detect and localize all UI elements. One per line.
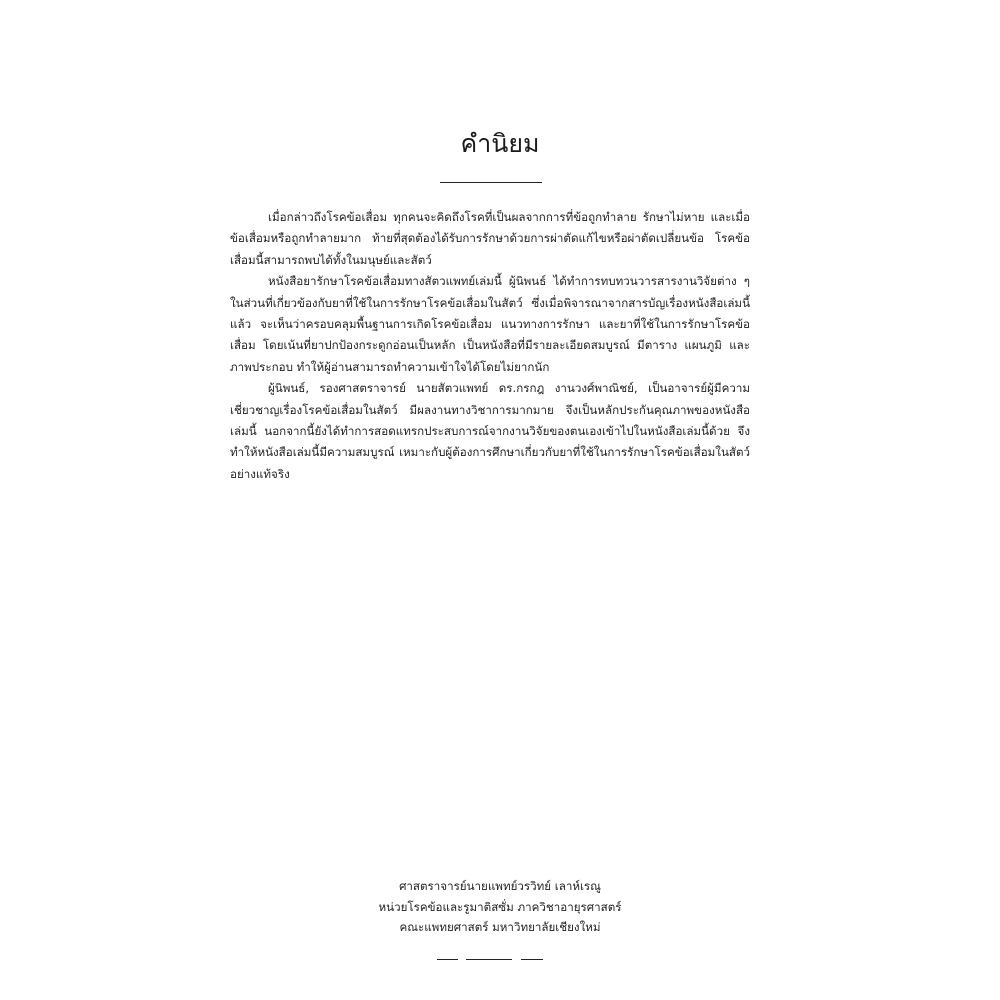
signature-institution: คณะแพทยศาสตร์ มหาวิทยาลัยเชียงใหม่ xyxy=(399,920,601,934)
footer-ornament-left xyxy=(437,959,458,960)
signature-block xyxy=(0,876,1000,938)
title-divider xyxy=(440,182,542,183)
paragraph-2: หนังสือยารักษาโรคข้อเสื่อมทางสัตวแพทย์เล่มนี้ ผู้นิพนธ์ ได้ทำการทบทวนวารสารงานวิจัยต่าง ๆ ในส่วนที่เกี่ยวข้องกับยาที่ใช้ในการรักษาโรคข้อเสื่อมในสัตว์ ซึ่งเมื่อพิจารณาจากสารบัญเรื่องหนังสือเล่มนี้แล้ว จะเห็นว่าครอบคลุมพื้นฐานการเกิดโรคข้อเสื่อม แนวทางการรักษา และยาที่ใช้ในการรักษาโรคข้อเสื่อม โดยเน้นที่ยาปกป้องกระดูกอ่อนเป็นหลัก เป็นหนังสือที่มีรายละเอียดสมบูรณ์ มีตาราง แผนภูมิ และภาพประกอบ ทำให้ผู้อ่านสามารถทำความเข้าใจได้โดยไม่ยากนัก xyxy=(230,274,750,374)
paragraph-3: ผู้นิพนธ์, รองศาสตราจารย์ นายสัตวแพทย์ ดร.กรกฎ งานวงศ์พาณิชย์, เป็นอาจารย์ผู้มีความเชี่ยวชาญเรื่องโรคข้อเสื่อมในสัตว์ มีผลงานทางวิชาการมากมาย จึงเป็นหลักประกันคุณภาพของหนังสือเล่มนี้ นอกจากนี้ยังได้ทำการสอดแทรกประสบการณ์จากงานวิจัยของตนเองเข้าไปในหนังสือเล่มนี้ด้วย จึงทำให้หนังสือเล่มนี้มีความสมบูรณ์ เหมาะกับผู้ต้องการศึกษาเกี่ยวกับยาที่ใช้ในการรักษาโรคข้อเสื่อมในสัตว์อย่างแท้จริง xyxy=(230,381,750,481)
footer-ornament-right xyxy=(521,959,543,960)
page-title: คำนิยม xyxy=(460,129,540,158)
foreword-body xyxy=(230,207,750,485)
footer-ornament-center xyxy=(466,959,512,960)
paragraph-1: เมื่อกล่าวถึงโรคข้อเสื่อม ทุกคนจะคิดถึงโรคที่เป็นผลจากการที่ข้อถูกทำลาย รักษาไม่หาย และเมื่อข้อเสื่อมหรือถูกทำลายมาก ท้ายที่สุดต้องได้รับการรักษาด้วยการผ่าตัดแก้ไขหรือผ่าตัดเปลี่ยนข้อ โรคข้อเสื่อมนี้สามารถพบได้ทั้งในมนุษย์และสัตว์ xyxy=(230,210,750,267)
signature-name: ศาสตราจารย์นายแพทย์วรวิทย์ เลาห์เรณู xyxy=(399,879,601,893)
signature-unit: หน่วยโรคข้อและรูมาติสซั่ม ภาควิชาอายุรศาสตร์ xyxy=(378,899,622,914)
